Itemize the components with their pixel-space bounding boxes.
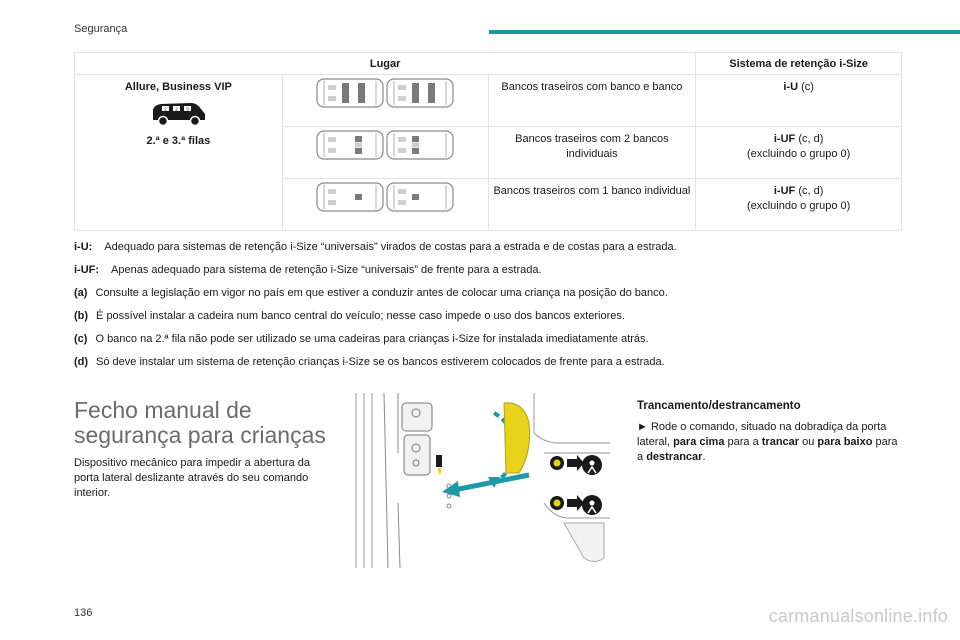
config-desc: Bancos traseiros com 2 bancos individuais	[488, 127, 696, 179]
seat-layout-icon	[386, 127, 454, 163]
section-title: Fecho manual de segurança para crianças	[74, 397, 326, 448]
lock-subtitle: Trancamento/destrancamento	[637, 400, 801, 412]
footnote: i-U: Adequado para sistemas de retenção i-Size “universais” virados de costas para a estrada e de costas para a estrada.	[74, 241, 677, 253]
lock-instruction: ► Rode o comando, situado na dobradiça da porta lateral, para cima para a trancar ou para baixo para a destrancar.	[637, 421, 898, 463]
header-accent-bar	[489, 30, 960, 34]
footnote: (b) É possível instalar a cadeira num banco central do veículo; nesse caso impede o uso dos bancos exteriores.	[74, 310, 625, 322]
watermark: carmanualsonline.info	[768, 606, 948, 626]
child-lock-illustration	[354, 393, 610, 568]
running-header: Segurança	[74, 23, 128, 35]
seat-config-cell-1	[282, 75, 488, 127]
table-header-row	[75, 53, 902, 75]
footnotes	[74, 240, 904, 378]
config-system: i-UF (c, d) (excluindo o grupo 0)	[696, 179, 902, 231]
footnote: (c) O banco na 2.ª fila não pode ser utilizado se uma cadeiras para crianças i-Size for instalada imediatamente atrás.	[74, 333, 649, 345]
seat-layout-icon	[386, 179, 454, 215]
version-cell	[75, 75, 283, 231]
seat-layout-icon	[316, 75, 384, 111]
col-header-system: Sistema de retenção i-Size	[696, 53, 902, 75]
footnote: i-UF: Apenas adequado para sistema de retenção i-Size “universais” de frente para a estrada.	[74, 264, 542, 276]
version-label: Allure, Business VIP	[124, 81, 232, 93]
i-size-table	[74, 52, 902, 231]
footnote: (d) Só deve instalar um sistema de retenção crianças i-Size se os bancos estiverem colocados de frente para a estrada.	[74, 356, 665, 368]
footnote: (a) Consulte a legislação em vigor no país em que estiver a conduzir antes de colocar uma criança na posição do banco.	[74, 287, 668, 299]
van-icon	[149, 101, 207, 127]
seat-config-cell-3	[282, 179, 488, 231]
col-header-place: Lugar	[75, 53, 696, 75]
svg-text:2: 2	[164, 106, 168, 112]
rows-label: 2.ª e 3.ª filas	[146, 135, 211, 147]
page-number: 136	[74, 607, 93, 619]
svg-text:2: 2	[175, 106, 179, 112]
seat-layout-icon	[316, 127, 384, 163]
config-desc: Bancos traseiros com banco e banco	[488, 75, 696, 127]
seat-layout-icon	[316, 179, 384, 215]
config-desc: Bancos traseiros com 1 banco individual	[488, 179, 696, 231]
table-row	[75, 75, 902, 127]
config-system: i-UF (c, d) (excluindo o grupo 0)	[696, 127, 902, 179]
seat-config-cell-2	[282, 127, 488, 179]
seat-layout-icon	[386, 75, 454, 111]
svg-text:3: 3	[186, 106, 190, 112]
section-body: Dispositivo mecânico para impedir a abertura da porta lateral deslizante através do seu comando interior.	[74, 457, 311, 499]
config-system: i-U (c)	[696, 75, 902, 127]
